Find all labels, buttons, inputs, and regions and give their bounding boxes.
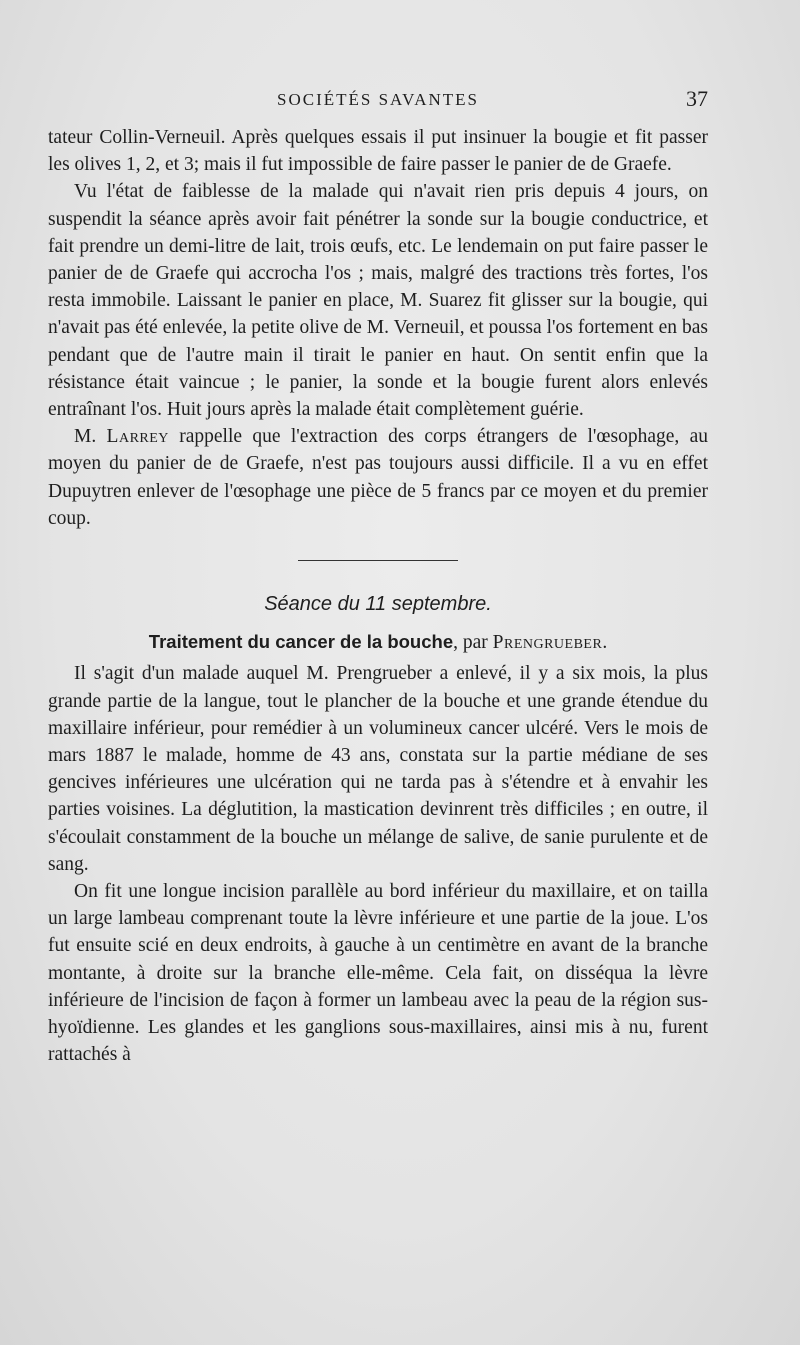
paragraph-extraction: Vu l'état de faiblesse de la malade qui n'avait rien pris depuis 4 jours, on suspendit la séance après avoir fait pénétrer la sonde sur la bougie conductrice, et fait prendre un demi-litre de lait, trois œufs, etc. Le lendemain on put faire passer le panier de de Graefe qui accrocha l'os ; mais, malgré des tractions très fortes, l'os resta immobile. Laissant le panier en place, M. Suarez fit glisser sur la bougie, qui n'avait pas été enlevée, la petite olive de M. Verneuil, et poussa l'os fortement en bas pendant que de l'autre main il tirait le panier en haut. On sentit enfin que la résistance était vaincue ; le panier, la sonde et la bougie furent alors enlevés entraînant l'os. Huit jours après la malade était complètement guérie. <box>48 181 708 421</box>
article-by: , par <box>453 632 493 654</box>
page-number: 37 <box>686 86 708 111</box>
article-end: . <box>602 632 608 654</box>
paragraph-incision: On fit une longue incision parallèle au bord inférieur du maxillaire, et on tailla un large lambeau comprenant toute la lèvre inférieure et une partie de la joue. L'os fut ensuite scié en deux endroits, à gauche à un centimètre en avant de la branche montante, à droite sur la branche elle-même. Cela fait, on disséqua la lèvre inférieure de l'incision de façon à former un lambeau avec la peau de la région sus-hyoïdienne. Les glandes et les ganglions sous-maxillaires, ainsi mis à nu, furent rattachés à <box>48 881 708 1066</box>
section-divider <box>298 560 458 561</box>
page-body <box>48 124 708 1069</box>
paragraph-case: Il s'agit d'un malade auquel M. Prengrueber a enlevé, il y a six mois, la plus grande partie de la langue, tout le plancher de la bouche et une grande étendue du maxillaire inférieur, pour remédier à un volumineux cancer ulcéré. Vers le mois de mars 1887 le malade, homme de 43 ans, constata sur la partie médiane de ses gencives inférieures une ulcération qui ne tarda pas à s'étendre et à envahir les parties voisines. La déglutition, la mastication devinrent très difficiles ; en outre, il s'écoulait constamment de la bouche un mélange de salive, de sanie purulente et de sang. <box>48 663 708 875</box>
article-author: Prengrueber <box>492 632 603 654</box>
larrey-text: rappelle que l'extraction des corps étrangers de l'œsophage, au moyen du panier de de Graefe, n'est pas toujours aussi difficile. Il a vu en effet Dupuytren enlever de l'œsophage une pièce de 5 francs par ce moyen et du premier coup. <box>48 426 708 529</box>
session-heading: Séance du 11 septembre. <box>264 593 492 616</box>
paragraph-larrey <box>48 423 708 532</box>
paragraph-continuation: tateur Collin-Verneuil. Après quelques essais il put insinuer la bougie et fit passer les olives 1, 2, et 3; mais il fut impossible de faire passer le panier de de Graefe. <box>48 127 708 176</box>
larrey-prefix: M. <box>74 426 107 448</box>
page-header <box>48 86 708 116</box>
article-title: Traitement du cancer de la bouche <box>148 631 454 653</box>
article-heading <box>48 628 708 656</box>
larrey-name: Larrey <box>106 426 169 448</box>
running-title: SOCIÉTÉS SAVANTES <box>277 90 479 109</box>
